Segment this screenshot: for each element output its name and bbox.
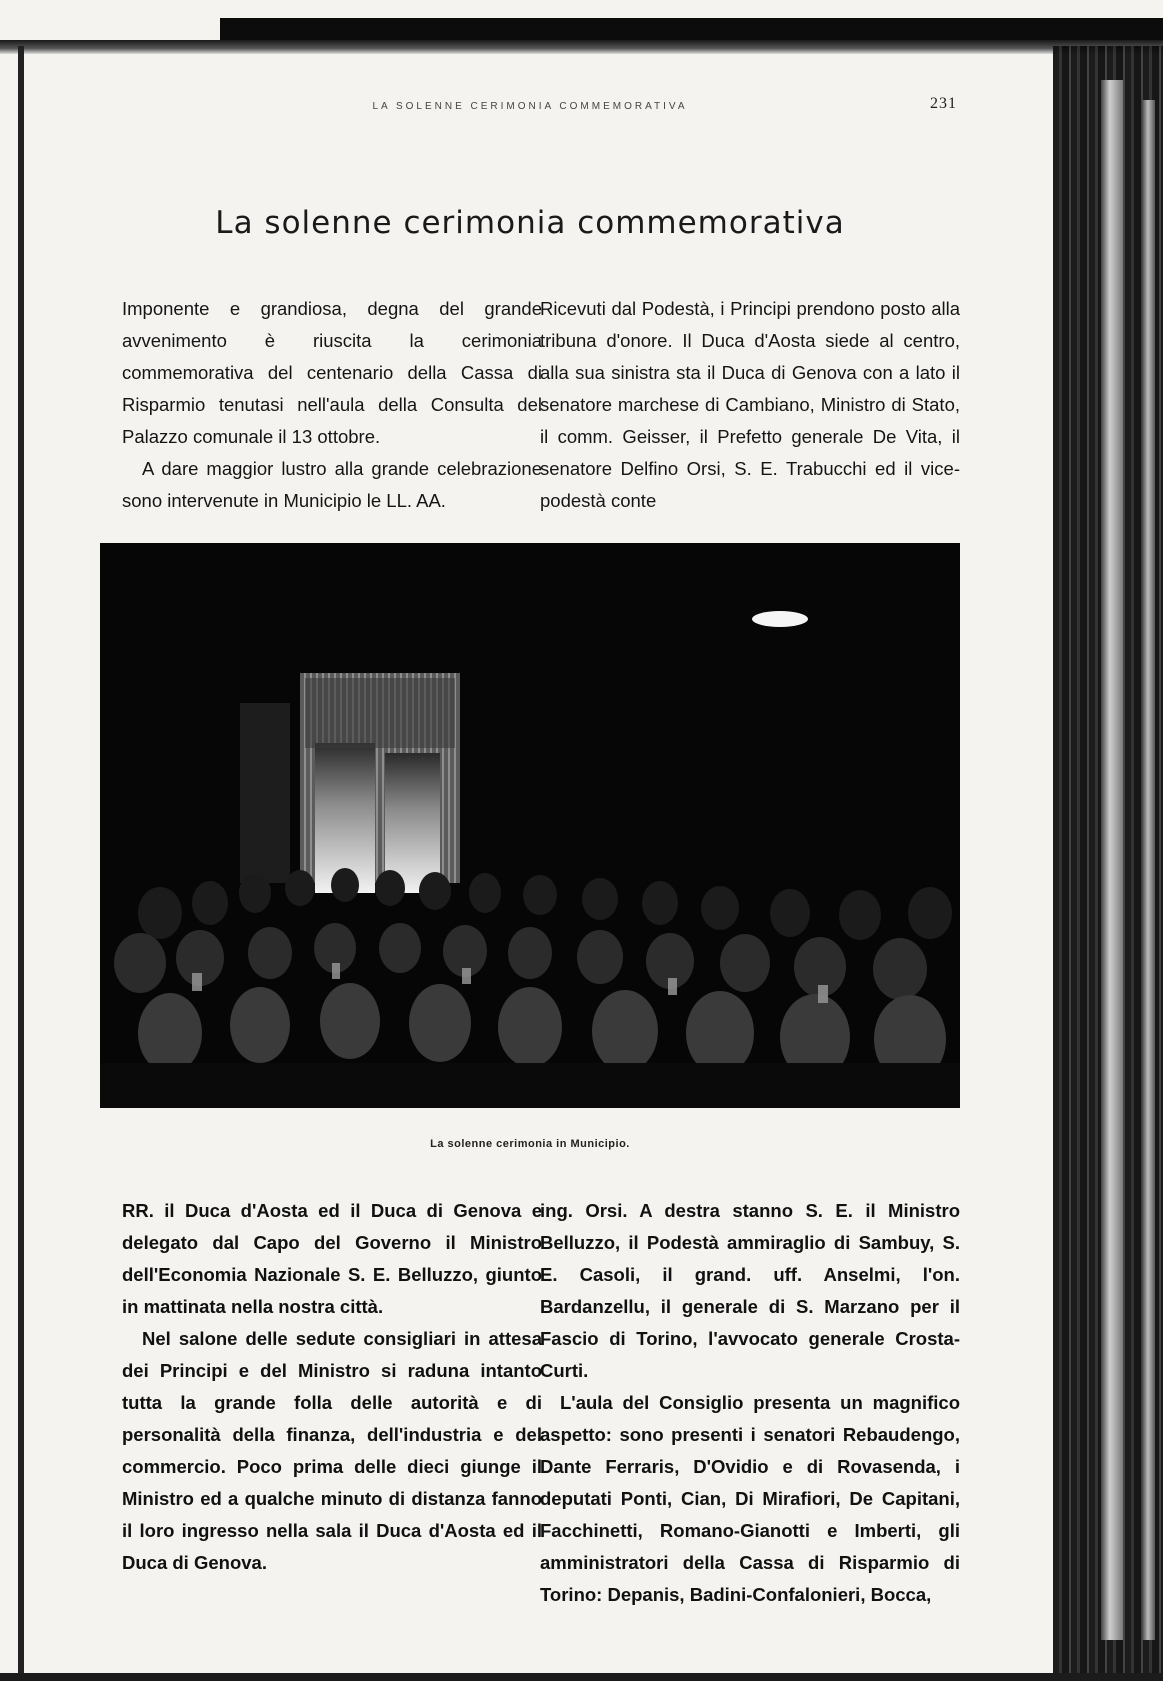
paragraph: Ricevuti dal Podestà, i Principi prendono posto alla tribuna d'onore. Il Duca d'Aosta siede al centro, alla sua sinistra sta il Duca di Genova con a lato il senatore marchese di Cambiano, Ministro di Stato, il comm. Geisser, il Prefetto generale De Vita, il senatore Delfino Orsi, S. E. Trabucchi ed il vice-podestà conte bbox=[540, 298, 960, 511]
paragraph: L'aula del Consiglio presenta un magnifico aspetto: sono presenti i senatori Rebaudengo, Dante Ferraris, D'Ovidio e di Rovasenda, i deputati Ponti, Cian, Di Mirafiori, De Capitani, Facchinetti, Romano-Gianotti e Imberti, gli amministratori della Cassa di Risparmio di Torino: Depanis, Badini-Confalonieri, Bocca, bbox=[540, 1392, 960, 1605]
scan-edge-left bbox=[18, 46, 24, 1681]
running-head bbox=[95, 95, 965, 115]
book-binding-highlight-outer bbox=[1141, 100, 1155, 1640]
ceremony-photo-image bbox=[100, 543, 960, 1108]
paragraph: Imponente e grandiosa, degna del grande avvenimento è riuscita la cerimonia commemorativa del centenario della Cassa di Risparmio tenutasi nell'aula della Consulta del Palazzo comunale il 13 ottobre. bbox=[122, 298, 542, 447]
scan-edge-bottom bbox=[0, 1673, 1163, 1681]
book-binding-highlight bbox=[1101, 80, 1123, 1640]
article-title: La solenne cerimonia commemorativa bbox=[215, 205, 845, 241]
column-bottom-left bbox=[122, 1195, 542, 1579]
column-top-left bbox=[122, 293, 542, 517]
paragraph: RR. il Duca d'Aosta ed il Duca di Genova e delegato dal Capo del Governo il Ministro dell'Economia Nazionale S. E. Belluzzo, giunto in mattinata nella nostra città. bbox=[122, 1200, 542, 1317]
running-head-title: LA SOLENNE CERIMONIA COMMEMORATIVA bbox=[372, 101, 688, 112]
column-top-right bbox=[540, 293, 960, 517]
paragraph: Nel salone delle sedute consigliari in attesa dei Principi e del Ministro si raduna intanto tutta la grande folla delle autorità e di personalità della finanza, dell'industria e del commercio. Poco prima delle dieci giunge il Ministro ed a qualche minuto di distanza fanno il loro ingresso nella sala il Duca d'Aosta ed il Duca di Genova. bbox=[122, 1328, 542, 1573]
photo-caption: La solenne cerimonia in Municipio. bbox=[430, 1138, 630, 1150]
scan-edge-shadow bbox=[0, 40, 1163, 54]
paragraph: A dare maggior lustro alla grande celebrazione sono intervenute in Municipio le LL. AA. bbox=[122, 458, 542, 511]
ceremony-photo bbox=[100, 543, 960, 1108]
paragraph: ing. Orsi. A destra stanno S. E. il Ministro Belluzzo, il Podestà ammiraglio di Sambuy, S. E. Casoli, il grand. uff. Anselmi, l'on. Bardanzellu, il generale di S. Marzano per il Fascio di Torino, l'avvocato generale Crosta-Curti. bbox=[540, 1200, 960, 1381]
book-page bbox=[95, 95, 965, 1655]
column-bottom-right bbox=[540, 1195, 960, 1611]
page-number: 231 bbox=[930, 95, 957, 112]
